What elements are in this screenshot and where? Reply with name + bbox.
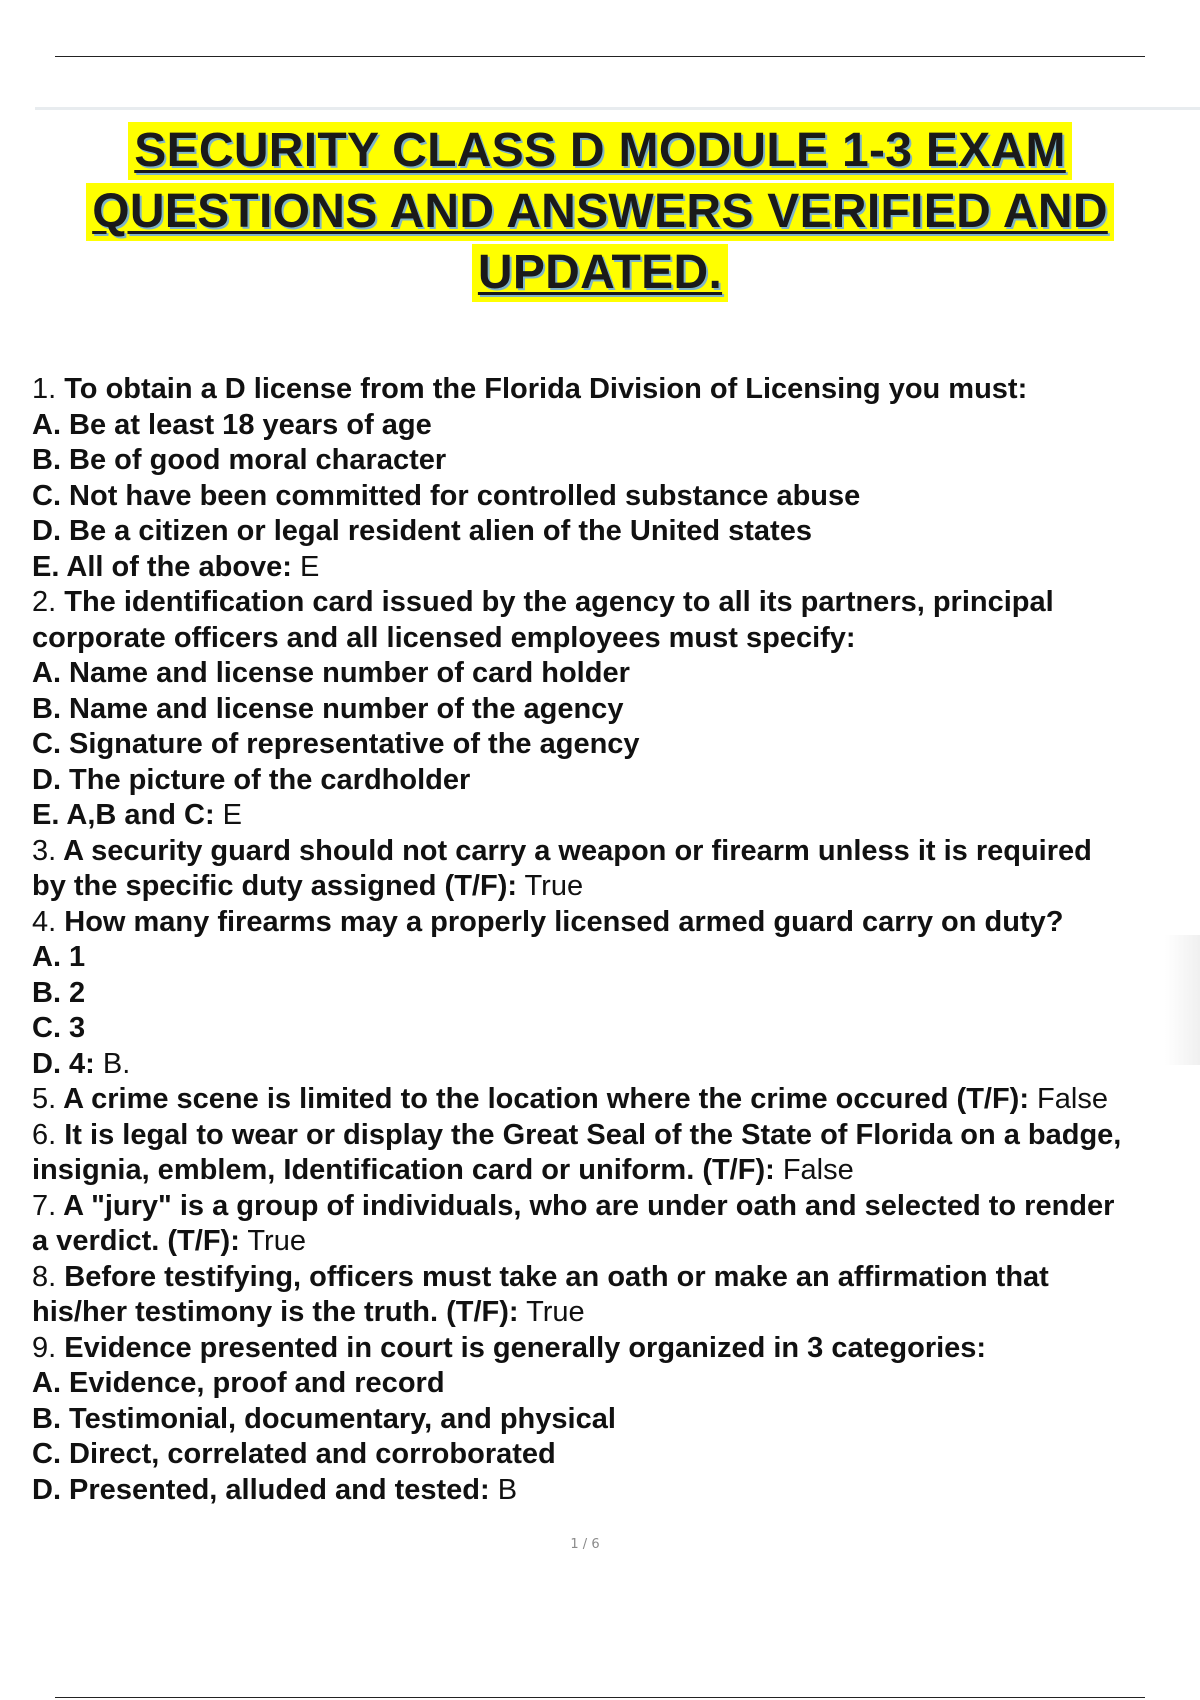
question-text: How many firearms may a properly licensed armed guard carry on duty? [56, 905, 1064, 938]
option-text: E. A,B and C: [32, 799, 215, 831]
question-line [32, 585, 1200, 621]
question-line [32, 1082, 1200, 1118]
question-text: A "jury" is a group of individuals, who are under oath and selected to render [56, 1189, 1115, 1222]
question-number: 6. [32, 1118, 57, 1151]
answer-option-line [32, 1473, 1200, 1509]
option-text: a verdict. (T/F): [32, 1225, 240, 1257]
question-text: To obtain a D license from the Florida Division of Licensing you must: [56, 373, 1028, 405]
answer-text: E [291, 550, 320, 583]
option-text: D. 4: [32, 1047, 95, 1080]
answer-option-line [32, 1295, 1200, 1331]
answer-option-line [32, 869, 1200, 905]
option-text: B. 2 [32, 976, 86, 1009]
question-text: It is legal to wear or display the Great Seal of the State of Florida on a badge, [56, 1118, 1122, 1151]
option-text: A. 1 [32, 941, 86, 973]
question-line [32, 905, 1200, 941]
answer-option-line [32, 1402, 1200, 1438]
question-number: 1. [32, 373, 57, 405]
option-text: C. Not have been committed for controlled substance abuse [32, 479, 861, 512]
option-text: his/her testimony is the truth. (T/F): [32, 1296, 519, 1328]
question-number: 8. [32, 1260, 57, 1293]
title-line [0, 183, 1200, 244]
question-line [32, 1118, 1200, 1154]
title-line-text: SECURITY CLASS D MODULE 1-3 EXAM [128, 122, 1072, 180]
question-line [32, 1260, 1200, 1296]
title-line-text: QUESTIONS AND ANSWERS VERIFIED AND [86, 183, 1114, 241]
answer-option-line [32, 656, 1200, 692]
answer-option-line [32, 727, 1200, 763]
answer-text: True [517, 870, 584, 902]
answer-option-line [32, 940, 1200, 976]
answer-option-line [32, 1366, 1200, 1402]
answer-option-line [32, 692, 1200, 728]
question-number: 4. [32, 905, 57, 938]
question-text: A security guard should not carry a weapon or firearm unless it is required [56, 834, 1092, 867]
question-line [32, 1331, 1200, 1367]
title-line-text: UPDATED. [472, 244, 728, 302]
answer-text: True [518, 1296, 585, 1328]
question-number: 2. [32, 586, 57, 618]
title-line [0, 244, 1200, 305]
answer-option-line [32, 550, 1200, 586]
answer-option-line [32, 408, 1200, 444]
question-number: 5. [32, 1083, 57, 1115]
option-text: E. All of the above: [32, 550, 292, 583]
option-text: B. Name and license number of the agency [32, 692, 624, 725]
answer-option-line [32, 976, 1200, 1012]
answer-option-line [32, 1153, 1200, 1189]
question-line [32, 1189, 1200, 1225]
answer-option-line [32, 479, 1200, 515]
header-divider [35, 107, 1200, 110]
answer-text: True [239, 1225, 306, 1257]
option-text: D. The picture of the cardholder [32, 763, 471, 796]
question-list [32, 372, 1200, 1508]
page-edge-shadow [1165, 935, 1200, 1065]
answer-option-line [32, 443, 1200, 479]
question-text: Evidence presented in court is generally organized in 3 categories: [56, 1331, 987, 1364]
title-line [0, 122, 1200, 183]
option-text: by the specific duty assigned (T/F): [32, 870, 518, 902]
option-text: A. Evidence, proof and record [32, 1367, 445, 1399]
question-line [32, 834, 1200, 870]
bottom-rule [55, 1697, 1145, 1698]
document-title [0, 122, 1200, 305]
question-text: Before testifying, officers must take an oath or make an affirmation that [56, 1260, 1049, 1293]
option-text: C. Direct, correlated and corroborated [32, 1438, 556, 1470]
option-text: B. Testimonial, documentary, and physical [32, 1402, 616, 1435]
option-text: corporate officers and all licensed employees must specify: [32, 621, 856, 654]
answer-option-line [32, 621, 1200, 657]
option-text: insignia, emblem, Identification card or uniform. (T/F): [32, 1154, 775, 1186]
question-number: 3. [32, 834, 57, 867]
answer-text: E [214, 799, 243, 831]
option-text: A. Name and license number of card holder [32, 657, 630, 689]
option-text: D. Be a citizen or legal resident alien of the United states [32, 515, 812, 547]
top-rule [55, 56, 1145, 57]
question-number: 7. [32, 1189, 57, 1222]
answer-option-line [32, 798, 1200, 834]
answer-option-line [32, 1047, 1200, 1083]
answer-option-line [32, 763, 1200, 799]
question-number: 9. [32, 1331, 57, 1364]
answer-text: False [1029, 1083, 1108, 1115]
answer-option-line [32, 1011, 1200, 1047]
answer-text: B [489, 1473, 518, 1506]
option-text: A. Be at least 18 years of age [32, 408, 432, 441]
question-text: The identification card issued by the agency to all its partners, principal [56, 586, 1054, 618]
answer-option-line [32, 1437, 1200, 1473]
option-text: D. Presented, alluded and tested: [32, 1473, 490, 1506]
question-text: A crime scene is limited to the location where the crime occured (T/F): [56, 1083, 1029, 1115]
answer-option-line [32, 1224, 1200, 1260]
answer-text: B. [94, 1047, 131, 1080]
answer-text: False [774, 1154, 854, 1186]
option-text: C. 3 [32, 1012, 86, 1044]
question-line [32, 372, 1200, 408]
answer-option-line [32, 514, 1200, 550]
page-number: 1 / 6 [570, 1537, 600, 1552]
option-text: B. Be of good moral character [32, 444, 447, 476]
option-text: C. Signature of representative of the agency [32, 728, 640, 760]
